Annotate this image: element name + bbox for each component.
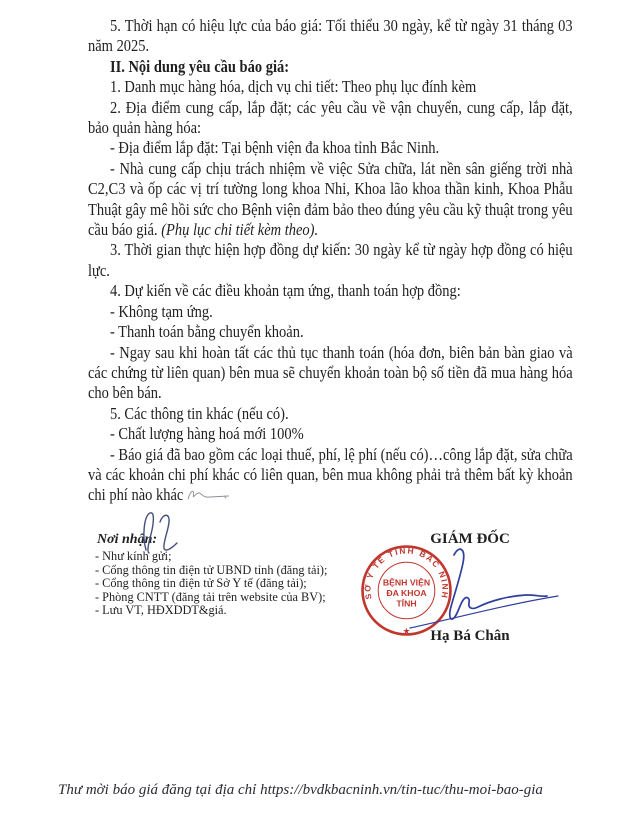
- stamp-center-line1: BỆNH VIỆN: [382, 577, 431, 588]
- paragraph-italic-note: (Phụ lục chi tiết kèm theo).: [161, 220, 319, 240]
- section-heading: II. Nội dung yêu cầu báo giá:: [109, 56, 290, 76]
- director-signature-icon: [408, 541, 568, 633]
- footer-note: Thư mời báo giá đăng tại địa chỉ https://bvdkbacninh.vn/tin-tuc/thu-moi-bao-gia: [58, 782, 543, 798]
- stamp-ring-text: SỞ Y TẾ TỈNH BẮC NINH: [363, 546, 450, 601]
- paragraph: 5. Thời hạn có hiệu lực của báo giá: Tối thiểu 30 ngày, kể từ ngày 31 tháng 03 năm 2025.: [88, 16, 573, 56]
- recipients-list: [95, 550, 375, 618]
- signer-name: Hạ Bá Chân: [430, 628, 510, 644]
- recipient-item: - Cổng thông tin điện tử Sở Y tế (đăng tải);: [95, 576, 307, 590]
- handwritten-initials-icon: [185, 488, 231, 503]
- paragraph: 3. Thời gian thực hiện hợp đồng dự kiến: 30 ngày kể từ ngày hợp đồng có hiệu lực.: [88, 240, 573, 280]
- paragraph: 1. Danh mục hàng hóa, dịch vụ chi tiết: Theo phụ lục đính kèm: [109, 77, 477, 97]
- recipient-item: - Cổng thông tin điện tử UBND tỉnh (đăng tải);: [95, 562, 328, 577]
- recipient-item: - Phòng CNTT (đăng tải trên website của BV);: [95, 589, 326, 604]
- recipients-header: Nơi nhận:: [97, 532, 158, 547]
- director-title: GIÁM ĐỐC: [430, 531, 510, 547]
- stamp-center-line2: ĐA KHOA: [386, 588, 427, 599]
- paragraph: - Địa điểm lắp đặt: Tại bệnh viện đa khoa tỉnh Bắc Ninh.: [109, 138, 440, 158]
- stamp-center-line3: TỈNH: [396, 598, 417, 609]
- stamp-star-icon: ★: [403, 626, 410, 636]
- handwritten-paraph-icon: [136, 508, 182, 558]
- recipient-item: - Như kính gửi;: [95, 549, 172, 563]
- paragraph: - Thanh toán bằng chuyển khoản.: [109, 322, 304, 342]
- paragraph: 5. Các thông tin khác (nếu có).: [109, 403, 289, 423]
- paragraph: 4. Dự kiến về các điều khoản tạm ứng, thanh toán hợp đồng:: [109, 281, 461, 301]
- recipient-item: - Lưu VT, HĐXDDT&giá.: [95, 603, 227, 617]
- paragraph: [88, 445, 573, 506]
- paragraph-text: - Báo giá đã bao gồm các loại thuế, phí, lệ phí (nếu có)…công lắp đặt, sửa chữa và các khoản chi phí khác có liên quan, bên mua không phải trả thêm bất kỳ khoản chi phí nào khác: [88, 444, 573, 505]
- paragraph: - Không tạm ứng.: [109, 301, 213, 321]
- paragraph: 2. Địa điểm cung cấp, lắp đặt; các yêu cầu về vận chuyển, cung cấp, lắp đặt, bảo quản hàng hóa:: [88, 97, 573, 138]
- body-text: [88, 16, 573, 506]
- paragraph: [88, 159, 573, 241]
- paragraph: - Ngay sau khi hoàn tất các thủ tục thanh toán (hóa đơn, biên bản bàn giao và các chứng từ liên quan) bên mua sẽ chuyển khoản toàn bộ số tiền đã mua hàng hóa cho bên bán.: [88, 342, 573, 403]
- paragraph-text: - Nhà cung cấp chịu trách nhiệm về việc Sửa chữa, lát nền sân giếng trời nhà C2,C3 và ốp các vị trí tường long khoa Nhi, Khoa lão khoa thần kinh, Khoa Phẫu Thuật gây mê hồi sức cho Bệnh viện đảm bảo theo đúng yêu cầu kỹ thuật trong yêu cầu báo giá.: [88, 158, 573, 240]
- paragraph: - Chất lượng hàng hoá mới 100%: [109, 424, 304, 444]
